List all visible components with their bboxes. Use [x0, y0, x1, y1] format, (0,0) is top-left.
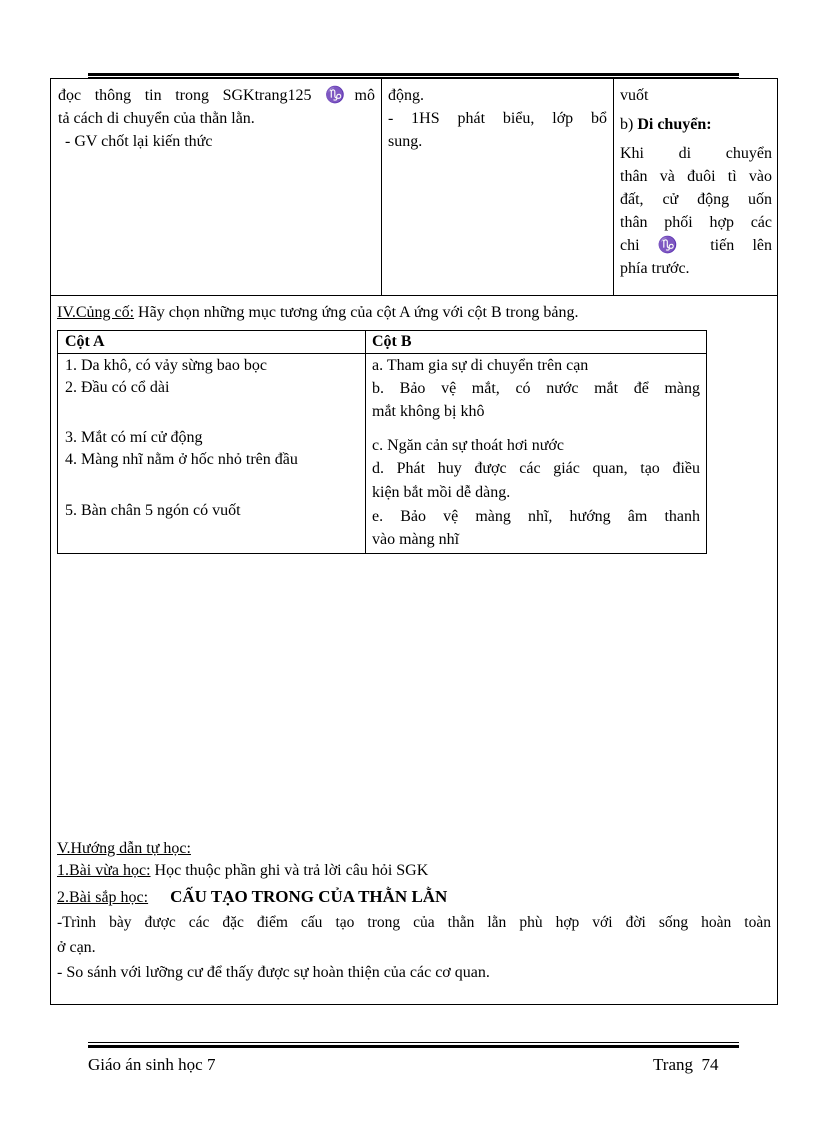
- col-b-item-e: e. Bảo vệ màng nhĩ, hướng âm thanh: [372, 508, 700, 525]
- section5-item2: [57, 886, 447, 909]
- footer-rule-thick: [88, 1045, 739, 1048]
- section5-item1-label: 1.Bài vừa học:: [57, 862, 151, 879]
- footer-left: Giáo án sinh học 7: [88, 1055, 216, 1074]
- top-col-student: [382, 79, 614, 295]
- header-rule-thick: [88, 73, 739, 76]
- section5-item2-label: 2.Bài sắp học:: [57, 889, 149, 906]
- content-line-6: phía trước.: [620, 260, 690, 277]
- content-heading-bold: Di chuyển:: [637, 116, 712, 133]
- col-a-item-2: 2. Đầu có cổ dài: [65, 379, 170, 396]
- content-line-2: thân và đuôi tì vào: [620, 168, 772, 185]
- content-line-4: thân phối hợp các: [620, 214, 772, 231]
- content-line-5: chi ♑ tiến lên: [620, 237, 772, 254]
- section4-label: IV.Củng cố:: [57, 304, 135, 321]
- header-col-b: Cột B: [372, 333, 412, 350]
- col-b-item-b-cont: mắt không bị khô: [372, 403, 485, 420]
- section5-line-b: ở cạn.: [57, 939, 96, 956]
- content-line-first: vuốt: [620, 87, 649, 104]
- section5-heading: V.Hướng dẫn tự học:: [57, 840, 191, 857]
- col-a-item-4: 4. Màng nhĩ nằm ở hốc nhỏ trên đầu: [65, 451, 298, 468]
- content-heading-prefix: b): [620, 116, 638, 133]
- section5-line-a: -Trình bày được các đặc điểm cấu tạo trong của thằn lằn phù hợp với đời sống hoàn toàn: [57, 914, 771, 931]
- content-heading: [620, 113, 772, 136]
- col-b-item-c: c. Ngăn cản sự thoát hơi nước: [372, 437, 564, 454]
- section5-item2-title: CẤU TẠO TRONG CỦA THẰN LẰN: [170, 887, 448, 906]
- footer-rule-thin: [88, 1042, 739, 1043]
- section4-line: [57, 302, 578, 324]
- section5-item1: [57, 860, 428, 882]
- col-b-item-a: a. Tham gia sự di chuyển trên cạn: [372, 357, 589, 374]
- student-line-1: động.: [388, 87, 424, 104]
- top-table: [50, 78, 778, 296]
- col-b-item-d-cont: kiện bắt mồi dễ dàng.: [372, 484, 511, 501]
- col-a-item-3: 3. Mắt có mí cử động: [65, 429, 203, 446]
- footer-page-number: Trang 74: [653, 1055, 719, 1074]
- top-col-content: [614, 79, 778, 295]
- section5-line-c: - So sánh với lưỡng cư để thấy được sự hoàn thiện của các cơ quan.: [57, 964, 490, 981]
- teacher-line-1: đọc thông tin trong SGKtrang125 ♑mô: [58, 87, 375, 104]
- col-b-item-d: d. Phát huy được các giác quan, tạo điều: [372, 460, 700, 477]
- matching-divider: [365, 331, 366, 553]
- student-line-2: - 1HS phát biểu, lớp bổ: [388, 110, 607, 127]
- section5-item1-text: Học thuộc phần ghi và trả lời câu hỏi SGK: [150, 862, 429, 879]
- teacher-line-2: tả cách di chuyển của thằn lằn.: [58, 110, 255, 127]
- content-line-3: đất, cử động uốn: [620, 191, 772, 208]
- section4-text: Hãy chọn những mục tương ứng của cột A ứng với cột B trong bảng.: [134, 304, 579, 321]
- teacher-line-3: - GV chốt lại kiến thức: [65, 133, 213, 150]
- header-col-a: Cột A: [65, 333, 105, 350]
- col-a-item-1: 1. Da khô, có vảy sừng bao bọc: [65, 357, 267, 374]
- col-b-item-b: b. Bảo vệ mắt, có nước mắt để màng: [372, 380, 700, 397]
- matching-table: [57, 330, 707, 554]
- top-col-teacher: [51, 79, 382, 295]
- col-b-item-e-cont: vào màng nhĩ: [372, 531, 460, 548]
- col-a-item-5: 5. Bàn chân 5 ngón có vuốt: [65, 502, 241, 519]
- content-line-1: Khi di chuyển: [620, 145, 772, 162]
- student-line-3: sung.: [388, 133, 423, 150]
